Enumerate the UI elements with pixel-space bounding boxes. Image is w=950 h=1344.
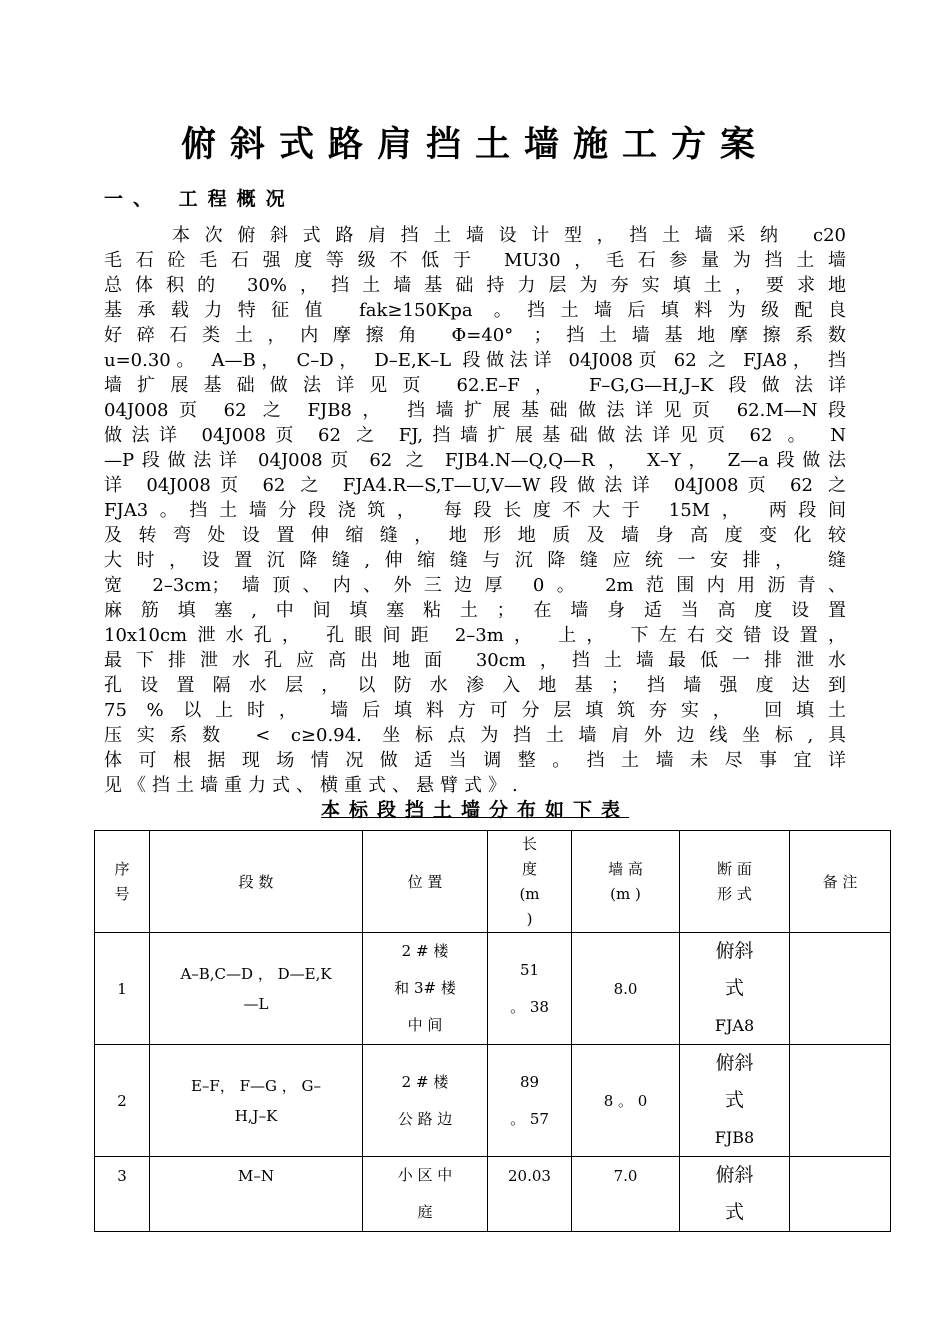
header-position: 位 置: [363, 831, 488, 933]
body-line: u=0.30。 A—B， C–D， D–E,K–L 段做法详 04J008页 62 之 FJA8， 挡: [104, 350, 846, 371]
cell-section-form-line: FJB8: [714, 1128, 755, 1147]
cell-section-form: [680, 933, 790, 1045]
cell-height: 7.0: [572, 1157, 680, 1232]
cell-section-form-line: 俯斜: [715, 1052, 754, 1074]
table-row: [95, 1157, 891, 1232]
cell-length-line: 51: [519, 960, 540, 979]
body-line: 墙扩展基础做法详见页 62.E–F， F–G,G—H,J–K段做法详: [104, 375, 846, 396]
cell-position: [363, 1045, 488, 1157]
cell-section-form-line: FJA8: [714, 1016, 755, 1035]
header-length-line: ): [526, 909, 533, 928]
body-line: 总体积的 30%，挡土墙基础持力层为夯实填土，要求地: [104, 275, 846, 296]
body-line: 孔设置隔水层，以防水渗入地基；挡墙强度达到: [104, 675, 846, 696]
body-line: 75 % 以上时， 墙后填料方可分层填筑夯实， 回填土: [104, 700, 846, 721]
header-seq-line: 序: [114, 859, 130, 878]
cell-segment-line: M–N: [238, 1167, 274, 1185]
cell-height: 8.0: [572, 933, 680, 1045]
header-section-form: [680, 831, 790, 933]
body-line: FJA3。挡土墙分段浇筑， 每段长度不大于 15M， 两段间: [104, 500, 846, 521]
cell-length-line: 89: [519, 1072, 540, 1091]
body-line: 04J008页 62 之 FJB8， 挡墙扩展基础做法详见页 62.M—N段: [104, 400, 846, 421]
cell-position-line: 庭: [417, 1203, 433, 1221]
table-header-row: [95, 831, 891, 933]
cell-section-form-line: 俯斜: [715, 1164, 754, 1186]
section-heading: 一、 工程概况: [104, 188, 295, 210]
body-line: 好碎石类土，内摩擦角 Φ=40° ；挡土墙基地摩擦系数: [104, 325, 846, 346]
wall-distribution-table: [94, 830, 891, 1232]
cell-remarks: [790, 933, 891, 1045]
header-section-form-line: 形 式: [717, 884, 752, 903]
body-line: 10x10cm泄水孔， 孔眼间距 2–3m， 上， 下左右交错设置，: [104, 625, 846, 646]
page-title: 俯斜式路肩挡土墙施工方案: [180, 124, 769, 165]
cell-segment: [150, 1157, 363, 1232]
cell-position-line: 中 间: [407, 1016, 443, 1034]
cell-segment-line: —L: [243, 994, 269, 1013]
header-section-form-line: 断 面: [717, 859, 752, 878]
body-line: 及转弯处设置伸缩缝，地形地质及墙身高度变化较: [104, 525, 846, 546]
cell-length: [488, 933, 572, 1045]
cell-seq: 3: [95, 1157, 150, 1232]
cell-position-line: 小 区 中: [397, 1166, 453, 1184]
body-paragraph: [104, 223, 846, 798]
cell-position: [363, 1157, 488, 1232]
header-segment: 段 数: [150, 831, 363, 933]
cell-segment: [150, 1045, 363, 1157]
cell-length-line: 20.03: [508, 1167, 551, 1185]
body-line: —P段做法详 04J008页 62 之 FJB4.N—Q,Q—R ， X–Y， Z—a段做法: [104, 450, 846, 471]
body-line: 最下排泄水孔应高出地面 30cm，挡土墙最低一排泄水: [104, 650, 846, 671]
cell-length: [488, 1157, 572, 1232]
header-length-line: 长: [521, 834, 537, 853]
cell-section-form: [680, 1157, 790, 1232]
cell-length-line: 。 38: [510, 997, 549, 1016]
cell-section-form-line: 俯斜: [715, 940, 754, 962]
header-remarks: 备 注: [790, 831, 891, 933]
cell-segment-line: A–B,C—D ， D—E,K: [180, 964, 332, 983]
body-line: 体可根据现场情况做适当调整。挡土墙未尽事宜详: [104, 750, 846, 771]
cell-position: [363, 933, 488, 1045]
header-length-line: 度: [521, 859, 537, 878]
header-seq-line: 号: [114, 884, 130, 903]
cell-segment: [150, 933, 363, 1045]
body-line: 基承载力特征值 fak≥150Kpa 。挡土墙后填料为级配良: [104, 300, 846, 321]
header-height-line: (m ): [610, 884, 641, 903]
cell-section-form-line: 式: [724, 1089, 744, 1111]
cell-position-line: 2 # 楼: [401, 942, 449, 960]
cell-seq: 2: [95, 1045, 150, 1157]
body-line: 大时，设置沉降缝,伸缩缝与沉降缝应统一安排， 缝: [104, 550, 846, 571]
table-row: [95, 1045, 891, 1157]
header-length: [488, 831, 572, 933]
body-line: 见《挡土墙重力式、横重式、悬臂式》.: [104, 775, 524, 796]
cell-height: 8 。 0: [572, 1045, 680, 1157]
cell-length: [488, 1045, 572, 1157]
header-length-line: (m: [519, 884, 540, 903]
cell-seq: 1: [95, 933, 150, 1045]
header-seq: [95, 831, 150, 933]
cell-remarks: [790, 1045, 891, 1157]
body-line: 详 04J008页 62 之 FJA4.R—S,T—U,V—W段做法详 04J008页 62 之: [104, 475, 846, 496]
table-caption-text: 本标段挡土墙分布如下表: [320, 799, 629, 821]
body-line: 本次俯斜式路肩挡土墙设计型，挡土墙采纳 c20: [172, 225, 846, 246]
cell-section-form: [680, 1045, 790, 1157]
cell-section-form-line: 式: [724, 1201, 744, 1223]
body-line: 麻筋填塞,中间填塞粘土；在墙身适当高度设置: [104, 600, 846, 621]
cell-position-line: 2 # 楼: [401, 1072, 449, 1091]
body-line: 宽 2–3cm；墙顶、内、外三边厚 0。 2m范围内用沥青、: [104, 575, 846, 596]
body-line: 压实系数 < c≥0.94. 坐标点为挡土墙肩外边线坐标,具: [104, 725, 846, 746]
body-line: 做法详 04J008页 62 之 FJ,挡墙扩展基础做法详见页 62 。 N: [104, 425, 846, 446]
table-row: [95, 933, 891, 1045]
cell-remarks: [790, 1157, 891, 1232]
header-height-line: 墙 高: [608, 859, 643, 878]
cell-position-line: 公 路 边: [397, 1109, 453, 1128]
cell-segment-line: E–F， F—G ， G–: [190, 1076, 322, 1095]
cell-segment-line: H,J–K: [234, 1106, 278, 1125]
cell-length-line: 。 57: [510, 1109, 549, 1128]
cell-section-form-line: 式: [724, 977, 744, 999]
body-line: 毛石砼毛石强度等级不低于 MU30，毛石参量为挡土墙: [104, 250, 846, 271]
table-caption: [0, 797, 950, 823]
header-height: [572, 831, 680, 933]
cell-position-line: 和 3# 楼: [394, 979, 456, 997]
